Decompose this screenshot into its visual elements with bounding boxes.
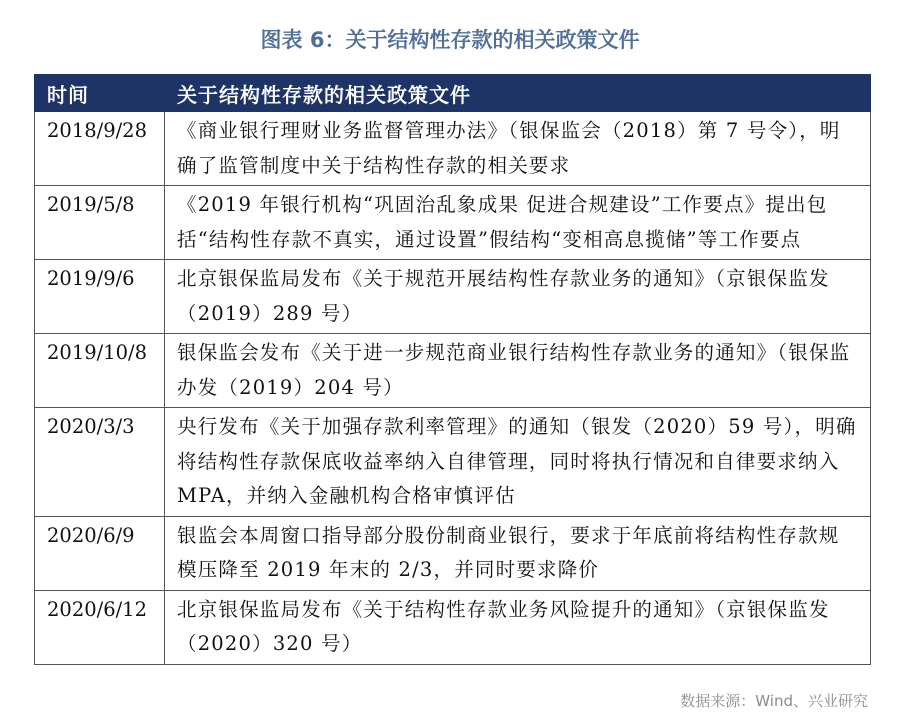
table-row	[35, 334, 871, 408]
policy-table	[34, 74, 871, 665]
table-row	[35, 590, 871, 664]
row-policy-text: 银保监会发布《关于进一步规范商业银行结构性存款业务的通知》（银保监办发（2019）204 号）	[165, 334, 871, 408]
row-date: 2020/6/12	[35, 590, 165, 664]
figure-title: 图表 6：关于结构性存款的相关政策文件	[260, 28, 640, 52]
table-header	[35, 75, 871, 112]
table-row	[35, 112, 871, 186]
row-date: 2019/5/8	[35, 186, 165, 260]
table-row	[35, 408, 871, 517]
header-date: 时间	[35, 75, 165, 112]
row-date: 2019/9/6	[35, 260, 165, 334]
row-policy-text: 银监会本周窗口指导部分股份制商业银行，要求于年底前将结构性存款规模压降至 2019 年末的 2/3，并同时要求降价	[165, 516, 871, 590]
table-row	[35, 186, 871, 260]
row-policy-text: 北京银保监局发布《关于结构性存款业务风险提升的通知》（京银保监发（2020）320 号）	[165, 590, 871, 664]
table-row	[35, 516, 871, 590]
table-row	[35, 260, 871, 334]
header-policy: 关于结构性存款的相关政策文件	[165, 75, 871, 112]
table-body	[35, 112, 871, 665]
row-policy-text: 央行发布《关于加强存款利率管理》的通知（银发（2020）59 号），明确将结构性存款保底收益率纳入自律管理，同时将执行情况和自律要求纳入 MPA，并纳入金融机构合格审慎评估	[165, 408, 871, 517]
data-source-note: 数据来源：Wind、兴业研究	[680, 692, 868, 710]
header-row	[35, 75, 871, 112]
row-date: 2020/3/3	[35, 408, 165, 517]
row-date: 2019/10/8	[35, 334, 165, 408]
row-date: 2018/9/28	[35, 112, 165, 186]
row-policy-text: 北京银保监局发布《关于规范开展结构性存款业务的通知》（京银保监发（2019）289 号）	[165, 260, 871, 334]
row-policy-text: 《商业银行理财业务监督管理办法》（银保监会（2018）第 7 号令），明确了监管制度中关于结构性存款的相关要求	[165, 112, 871, 186]
row-policy-text: 《2019 年银行机构“巩固治乱象成果 促进合规建设”工作要点》提出包括“结构性存款不真实，通过设置”假结构“变相高息揽储”等工作要点	[165, 186, 871, 260]
row-date: 2020/6/9	[35, 516, 165, 590]
